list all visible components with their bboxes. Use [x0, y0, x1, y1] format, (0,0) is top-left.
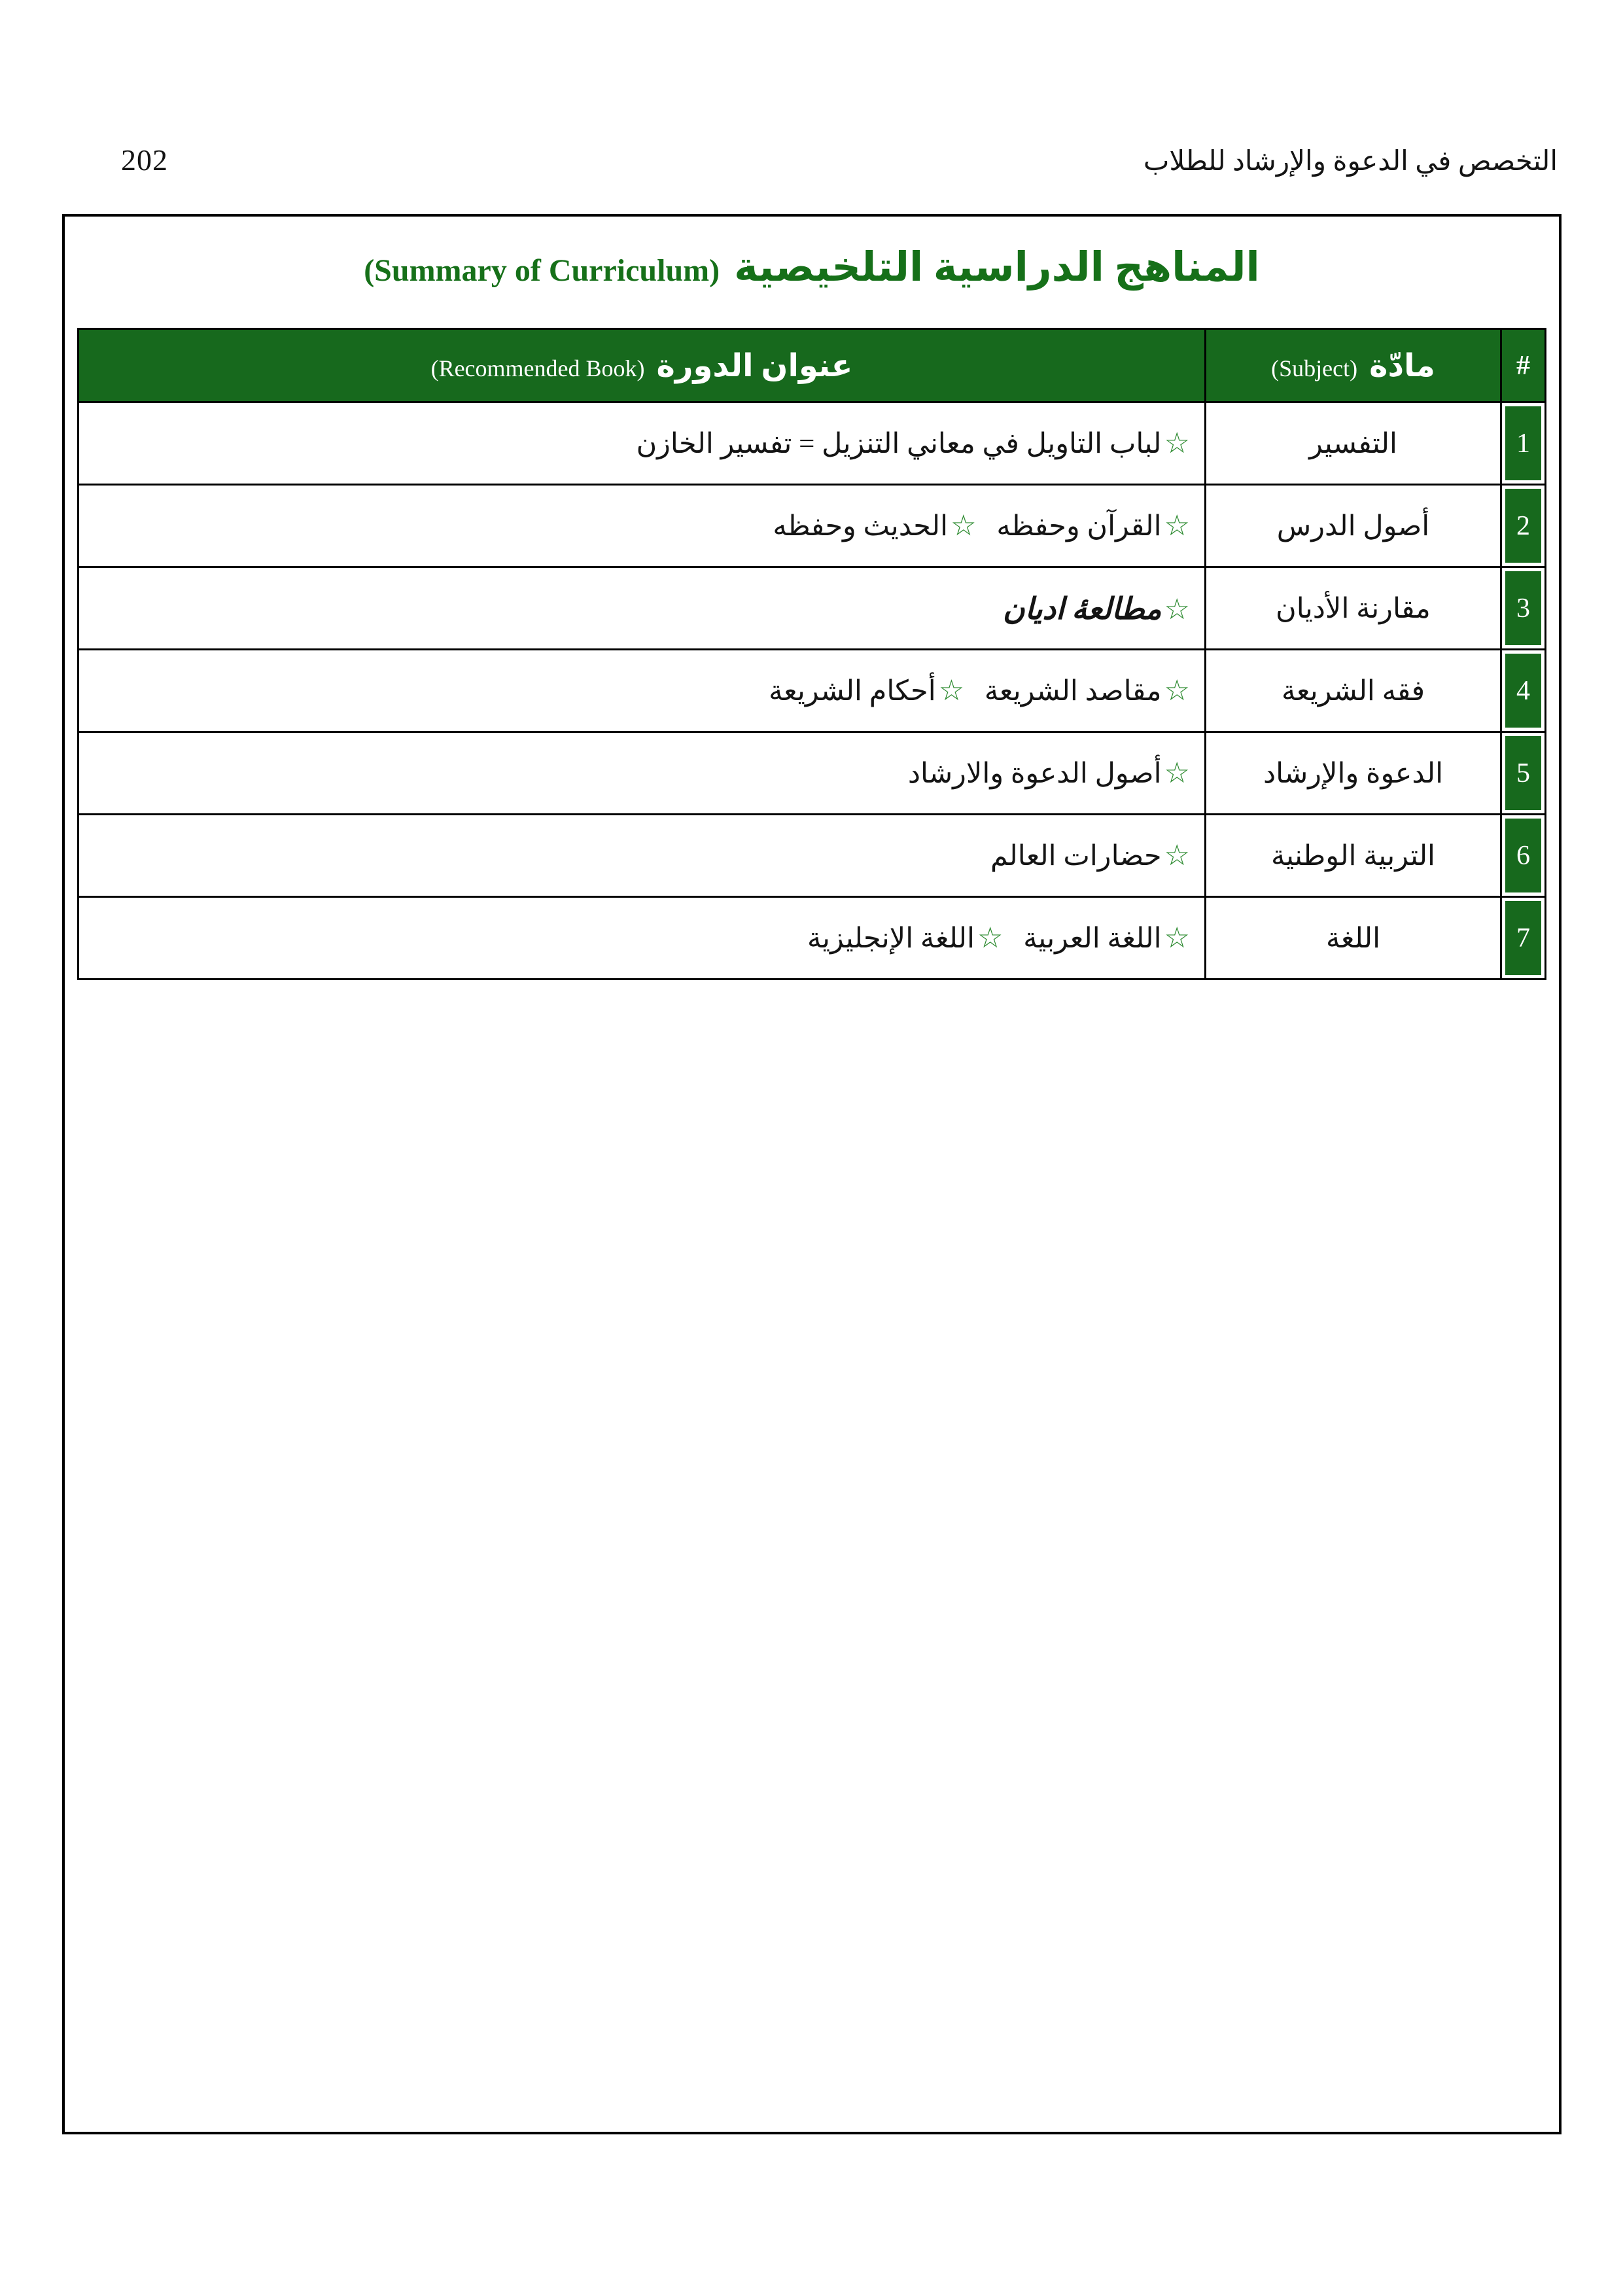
- book-cell: [79, 732, 1206, 815]
- book-cell: [79, 897, 1206, 980]
- book-header-english: (Recommended Book): [430, 355, 645, 381]
- page-header-title: التخصص في الدعوة والإرشاد للطلاب: [1143, 147, 1558, 177]
- subject-cell: أصول الدرس: [1206, 485, 1501, 567]
- header-cell-book: [79, 329, 1206, 402]
- star-icon: ☆: [1164, 675, 1190, 707]
- star-icon: ☆: [1164, 427, 1190, 459]
- row-number-cell: 5: [1501, 732, 1546, 815]
- hash-label: #: [1516, 350, 1530, 381]
- star-icon: ☆: [1164, 922, 1190, 954]
- row-number-cell: 4: [1501, 650, 1546, 732]
- book-entry: [773, 511, 976, 542]
- table-row: [79, 732, 1546, 815]
- book-cell: [79, 567, 1206, 650]
- star-icon: ☆: [938, 675, 965, 707]
- star-icon: ☆: [1164, 510, 1190, 542]
- subject-cell: التربية الوطنية: [1206, 815, 1501, 897]
- book-title-text: الحديث وحفظه: [773, 511, 949, 542]
- subject-header-english: (Subject): [1271, 355, 1358, 381]
- book-header-arabic: عنوان الدورة: [656, 348, 853, 383]
- table-row: [79, 815, 1546, 897]
- row-number-cell: 7: [1501, 897, 1546, 980]
- book-title-text: القرآن وحفظه: [996, 511, 1162, 542]
- header-cell-index: [1501, 329, 1546, 402]
- table-row: [79, 897, 1546, 980]
- book-entry: [908, 758, 1190, 789]
- header-cell-subject: [1206, 329, 1501, 402]
- star-icon: ☆: [1164, 839, 1190, 872]
- row-number-cell: 6: [1501, 815, 1546, 897]
- subject-cell: الدعوة والإرشاد: [1206, 732, 1501, 815]
- book-entry: [1023, 923, 1190, 954]
- book-entry: [1002, 592, 1190, 626]
- book-title-text: مطالعهٔ اديان: [1002, 592, 1162, 626]
- box-title-arabic: المناهج الدراسية التلخيصية: [734, 245, 1260, 290]
- row-number-cell: 3: [1501, 567, 1546, 650]
- book-title-text: مقاصد الشريعة: [984, 676, 1162, 707]
- star-icon: ☆: [1164, 757, 1190, 789]
- star-icon: ☆: [1164, 593, 1190, 626]
- table-row: [79, 485, 1546, 567]
- star-icon: ☆: [977, 922, 1003, 954]
- subject-cell: مقارنة الأديان: [1206, 567, 1501, 650]
- subject-header-arabic: مادّة: [1369, 348, 1435, 383]
- book-title-text: اللغة العربية: [1023, 923, 1162, 954]
- subject-cell: اللغة: [1206, 897, 1501, 980]
- page-number: 202: [121, 143, 168, 177]
- row-number-cell: 1: [1501, 402, 1546, 485]
- row-number-cell: 2: [1501, 485, 1546, 567]
- star-icon: ☆: [951, 510, 977, 542]
- book-title-text: أصول الدعوة والارشاد: [907, 758, 1162, 789]
- book-cell: [79, 650, 1206, 732]
- subject-cell: التفسير: [1206, 402, 1501, 485]
- box-title: [65, 217, 1559, 304]
- book-title-text: اللغة الإنجليزية: [807, 923, 975, 954]
- book-title-text: حضارات العالم: [990, 841, 1162, 872]
- subject-cell: فقه الشريعة: [1206, 650, 1501, 732]
- curriculum-box: [62, 214, 1562, 2134]
- book-entry: [637, 429, 1190, 459]
- book-cell: [79, 815, 1206, 897]
- table-row: [79, 650, 1546, 732]
- table-header-row: [79, 329, 1546, 402]
- book-entry: [807, 923, 1003, 954]
- book-title-text: لباب التاويل في معاني التنزيل = تفسير الخازن: [636, 429, 1162, 459]
- table-row: [79, 567, 1546, 650]
- book-cell: [79, 402, 1206, 485]
- book-title-text: أحكام الشريعة: [769, 676, 936, 707]
- book-entry: [990, 841, 1190, 872]
- book-entry: [996, 511, 1190, 542]
- curriculum-table: [77, 328, 1546, 980]
- box-title-english: (Summary of Curriculum): [364, 253, 720, 288]
- book-cell: [79, 485, 1206, 567]
- page-header: [121, 143, 1558, 177]
- book-entry: [985, 676, 1190, 707]
- table-row: [79, 402, 1546, 485]
- book-entry: [769, 676, 964, 707]
